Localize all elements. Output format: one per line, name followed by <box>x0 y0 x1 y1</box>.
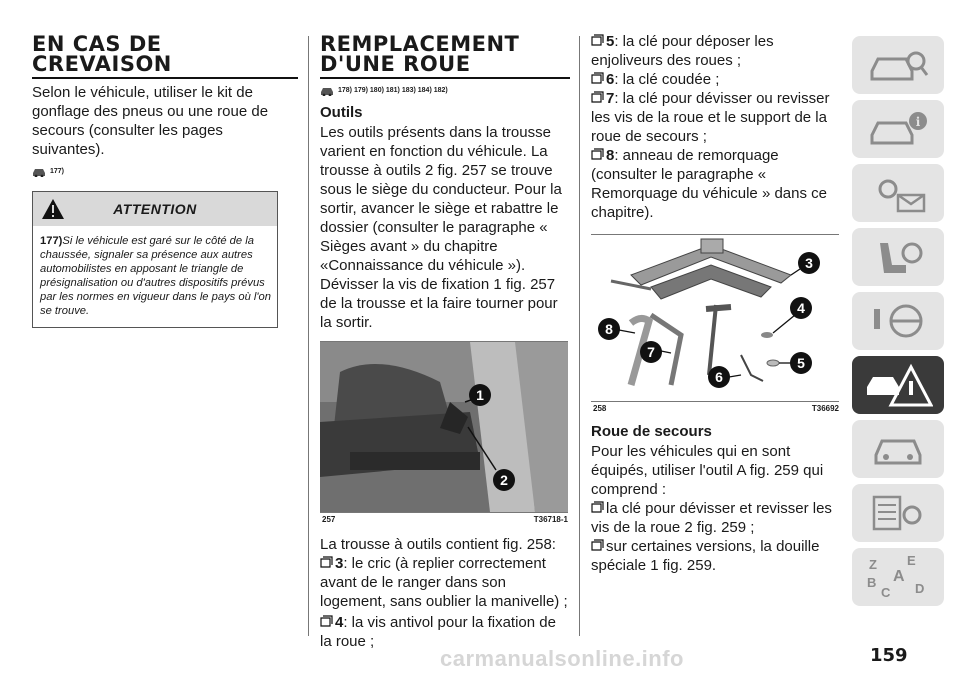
tab-warning-lights[interactable] <box>852 164 944 222</box>
svg-text:6: 6 <box>715 369 723 385</box>
item-3-number: 3 <box>335 555 344 572</box>
bullet-2 <box>591 537 841 575</box>
svg-text:B: B <box>867 575 877 590</box>
svg-text:4: 4 <box>797 300 805 316</box>
item-4-text: : la vis antivol pour la fixation de la roue ; <box>320 614 556 650</box>
svg-text:A: A <box>893 568 905 585</box>
tab-alphabet-index[interactable] <box>852 548 944 606</box>
bullet-box-icon <box>320 615 333 627</box>
car-maintenance-icon <box>866 429 930 469</box>
figure-257-number: 257 <box>322 515 336 524</box>
tab-car-info[interactable] <box>852 100 944 158</box>
roue-paragraph: Pour les véhicules qui en sont équipés, utiliser l'outil A fig. 259 qui comprend : <box>591 443 824 498</box>
outils-paragraph: Les outils présents dans la trousse varient en fonction du véhicule. La trousse à outils 2 fig. 257 se trouve sous le siège du conducteur. Pour la sortir, avancer le siège et rabattre le dossier (consulter le paragraphe « Sièges avant » du chapitre «Connaissance du véhicule »). Dévisser la vis de fixation 1 fig. 257 de la trousse et la faire tourner pour la sortir. <box>320 124 562 331</box>
warning-lights-icon <box>866 173 930 213</box>
item-8-text: : anneau de remorquage (consulter le paragraphe « Remorquage du véhicule » dans ce chapitre). <box>591 147 827 221</box>
breakdown-triangle-icon <box>863 363 933 407</box>
tab-breakdown[interactable] <box>852 356 944 414</box>
bullet-box-icon <box>591 72 604 84</box>
warning-refs <box>320 84 570 96</box>
column-divider-2 <box>579 36 580 636</box>
section-heading-crevaison: EN CAS DE CREVAISON <box>32 32 172 76</box>
chapter-sidebar <box>852 36 952 612</box>
svg-text:Z: Z <box>869 557 877 572</box>
bullet-box-icon <box>591 148 604 160</box>
svg-text:2: 2 <box>500 472 508 488</box>
right-column <box>591 32 841 575</box>
item-3-text: : le cric (à replier correctement avant de le ranger dans son logement, sans oublier la manivelle) ; <box>320 555 568 610</box>
attention-body <box>33 226 277 327</box>
roue-heading: Roue de secours <box>591 423 712 440</box>
tab-car-maintenance[interactable] <box>852 420 944 478</box>
trousse-intro: La trousse à outils contient fig. 258: <box>320 536 556 553</box>
attention-number: 177) <box>40 235 63 247</box>
attention-title: ATTENTION <box>113 201 197 217</box>
svg-text:i: i <box>915 115 921 129</box>
svg-text:7: 7 <box>647 344 655 360</box>
warning-ref-numbers: 178) 179) 180) 181) 183) 184) 182) <box>338 86 448 94</box>
svg-text:3: 3 <box>805 255 813 271</box>
attention-box <box>32 191 278 328</box>
item-3 <box>320 554 570 611</box>
bullet-1 <box>591 499 841 537</box>
figure-257-code: T36718-1 <box>533 515 568 524</box>
tab-airbag-seat[interactable] <box>852 228 944 286</box>
item-7-text: : la clé pour dévisser ou revisser les vis de la roue et le support de la roue de secours ; <box>591 90 830 145</box>
intro-paragraph: Selon le véhicule, utiliser le kit de gonflage des pneus ou une roue de secours (consulter les pages suivantes). <box>32 84 269 158</box>
car-warning-icon <box>320 84 334 96</box>
item-7-number: 7 <box>606 90 615 107</box>
bullet-2-text: sur certaines versions, la douille spéciale 1 fig. 259. <box>591 538 820 574</box>
svg-text:D: D <box>915 581 925 596</box>
item-5 <box>591 32 841 70</box>
figure-257 <box>320 341 568 513</box>
bullet-1-text: la clé pour dévisser et revisser les vis de la roue 2 fig. 259 ; <box>591 500 832 536</box>
figure-258-caption <box>591 402 841 413</box>
page-number: 159 <box>870 645 908 666</box>
figure-258-number: 258 <box>593 404 607 413</box>
settings-list-icon <box>866 493 930 533</box>
bullet-box-icon <box>591 501 604 513</box>
item-6-number: 6 <box>606 71 615 88</box>
svg-text:C: C <box>881 585 891 600</box>
figure-257-caption <box>320 513 570 524</box>
bullet-box-icon <box>591 539 604 551</box>
tab-steering-key[interactable] <box>852 292 944 350</box>
warning-ref-number: 177) <box>50 167 65 175</box>
bullet-box-icon <box>591 34 604 46</box>
item-5-number: 5 <box>606 33 615 50</box>
steering-key-icon <box>866 301 930 341</box>
outils-heading: Outils <box>320 104 363 121</box>
bullet-box-icon <box>591 91 604 103</box>
item-7 <box>591 89 841 146</box>
item-4-number: 4 <box>335 614 344 631</box>
heading-rule <box>32 77 298 79</box>
tab-car-search[interactable] <box>852 36 944 94</box>
figure-258-code: T36692 <box>811 404 839 413</box>
item-6 <box>591 70 841 89</box>
attention-text: Si le véhicule est garé sur le côté de la chaussée, signaler sa présence aux autres automobilistes en apposant le triangle de présignalisation ou d'autres dispositifs prévus par les normes en vigueur dans le pays où l'on se trouve. <box>40 235 271 317</box>
car-warning-icon <box>32 165 46 177</box>
bullet-box-icon <box>320 556 333 568</box>
item-6-text: : la clé coudée ; <box>614 71 720 88</box>
svg-text:5: 5 <box>797 355 805 371</box>
svg-text:1: 1 <box>476 387 484 403</box>
item-8-number: 8 <box>606 147 615 164</box>
toolkit-illustration <box>591 235 839 401</box>
column-divider-1 <box>308 36 309 636</box>
watermark: carmanualsonline.info <box>440 646 684 671</box>
car-info-icon <box>866 109 930 149</box>
item-5-text: : la clé pour déposer les enjoliveurs des roues ; <box>591 33 774 69</box>
section-heading-remplacement: REMPLACEMENT D'UNE ROUE <box>320 32 520 76</box>
warning-ref <box>32 165 298 177</box>
svg-text:E: E <box>907 553 916 568</box>
heading-rule <box>320 77 570 79</box>
item-8 <box>591 146 841 222</box>
middle-column <box>320 34 570 651</box>
alphabet-index-icon <box>863 553 933 601</box>
airbag-seat-icon <box>866 237 930 277</box>
seat-toolkit-photo <box>320 342 568 512</box>
warning-triangle-icon <box>41 198 65 220</box>
attention-header <box>33 192 277 226</box>
svg-text:8: 8 <box>605 321 613 337</box>
left-column <box>32 34 298 328</box>
car-search-icon <box>866 45 930 85</box>
figure-258 <box>591 234 839 402</box>
tab-settings-list[interactable] <box>852 484 944 542</box>
